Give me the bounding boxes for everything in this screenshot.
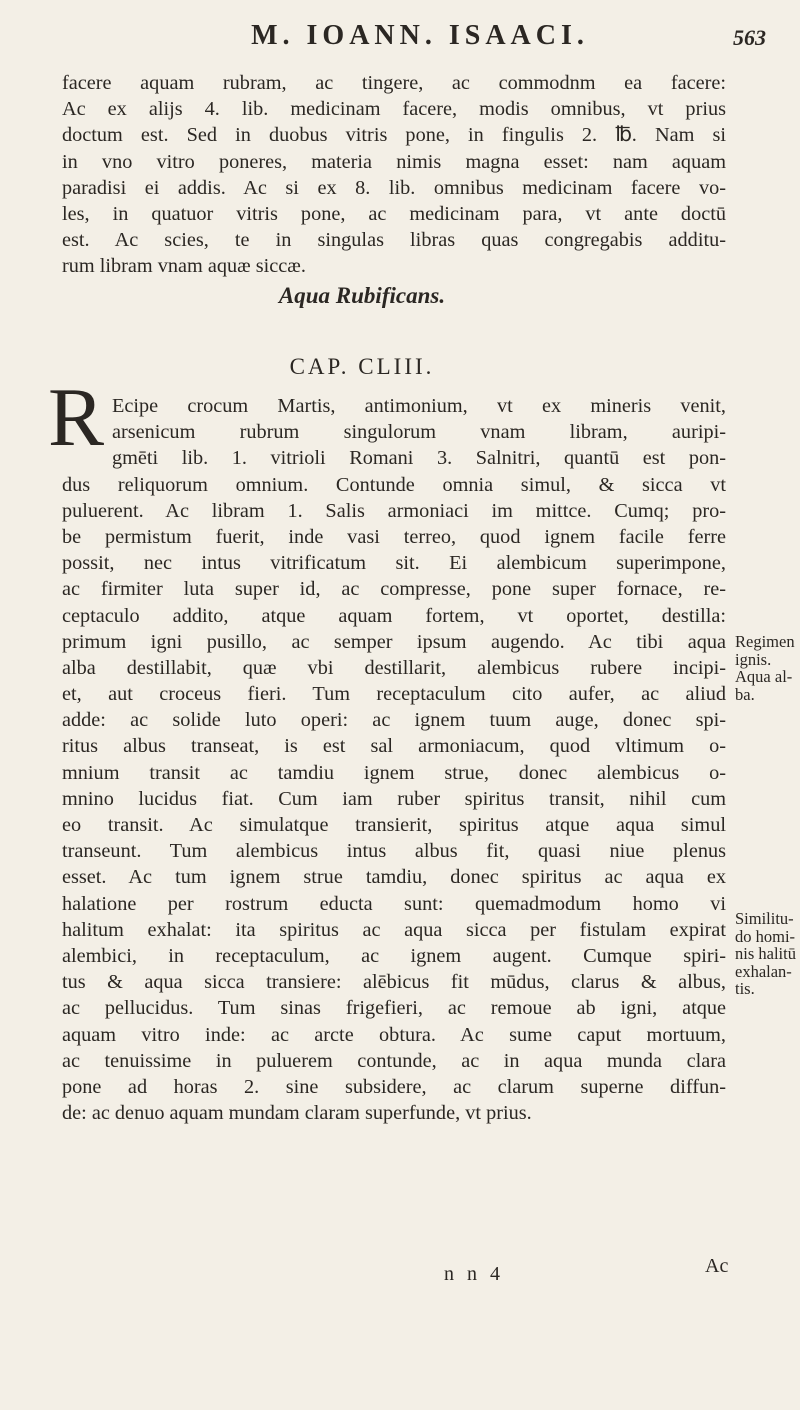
running-head: M. IOANN. ISAACI. [251, 20, 589, 51]
marginal-note-regimen [735, 633, 795, 703]
section-title: Aqua Rubificans. [278, 283, 446, 308]
text-line: ac firmiter luta super id, ac compresse, pone super fornace, re- [62, 578, 726, 601]
marginal-note-line: Similitu- [735, 909, 794, 928]
text-line: arsenicum rubrum singulorum vnam libram, auripi- [112, 421, 726, 444]
marginal-note-line: nis halitū [735, 944, 796, 963]
text-line: halatione per rostrum educta sunt: quemadmodum homo vi [62, 892, 726, 915]
text-line: eo transit. Ac simulatque transierit, spiritus atque aqua simul [62, 814, 726, 837]
top-paragraph [62, 70, 726, 280]
text-line: paradisi ei addis. Ac si ex 8. lib. omnibus medicinam facere vo- [62, 176, 726, 199]
text-line: tus & aqua sicca transiere: alēbicus fit mūdus, clarus & albus, [62, 971, 726, 994]
text-line: ritus albus transeat, is est sal armoniacum, quod vltimum o- [62, 735, 726, 758]
marginal-note-line: ignis. [735, 649, 772, 669]
text-line: et, aut croceus fieri. Tum receptaculum cito aufer, ac aliud [62, 683, 726, 706]
text-line: in vno vitro poneres, materia nimis magna esset: nam aquam [62, 150, 726, 173]
page-number: 563 [733, 25, 766, 50]
text-line: facere aquam rubram, ac tingere, ac commodnm ea facere: [62, 72, 726, 94]
drop-cap-initial: R [48, 371, 105, 464]
text-line: ceptaculo addito, atque aquam fortem, vt oportet, destilla: [62, 604, 726, 627]
text-line: pone ad horas 2. sine subsidere, ac clarum superne diffun- [62, 1075, 726, 1098]
marginal-note-line: Aqua al- [735, 667, 793, 686]
text-line: halitum exhalat: ita spiritus ac aqua sicca per fistulam expirat [62, 918, 726, 941]
text-line: esset. Ac tum ignem strue tamdiu, donec spiritus ac aqua ex [62, 866, 726, 889]
catchword: Ac [705, 1255, 729, 1277]
text-line: transeunt. Tum alembicus intus albus fit, quasi niue plenus [62, 840, 726, 863]
text-line: ac tenuissime in puluerem contunde, ac in aqua munda clara [62, 1049, 726, 1072]
text-line: rum libram vnam aquæ siccæ. [62, 255, 306, 278]
text-line: de: ac denuo aquam mundam claram superfunde, vt prius. [62, 1102, 532, 1125]
marginal-note-similitudo [735, 910, 796, 998]
text-line: alembici, in receptaculum, ac ignem augent. Cumque spiri- [62, 944, 726, 967]
chapter-heading: CAP. CLIII. [289, 354, 435, 379]
text-line: Ac ex alijs 4. lib. medicinam facere, modis omnibus, vt prius [62, 98, 726, 121]
marginal-note-line: do homi- [735, 926, 796, 946]
text-line: est. Ac scies, te in singulas libras quas congregabis additu- [62, 229, 726, 252]
marginal-note-line: tis. [735, 979, 755, 998]
text-line: aquam vitro inde: ac arcte obtura. Ac sume caput mortuum, [62, 1023, 726, 1046]
chapter-body [62, 472, 726, 1127]
text-line: alba destillabit, quæ vbi destillarit, alembicus rubere incipi- [62, 656, 726, 679]
text-line: les, in quatuor vitris pone, ac medicinam para, vt ante doctū [62, 202, 726, 225]
text-line: ac pellucidus. Tum sinas frigefieri, ac remoue ab igni, atque [62, 997, 726, 1020]
text-line: Ecipe crocum Martis, antimonium, vt ex mineris venit, [112, 395, 726, 417]
text-line: mnino lucidus fiat. Cum iam ruber spiritus transit, nihil cum [62, 787, 726, 810]
text-line: possit, nec intus vitrificatum sit. Ei alembicum superimpone, [62, 552, 726, 575]
chapter-opening-lines [112, 393, 726, 472]
text-line: doctum est. Sed in duobus vitris pone, in fingulis 2. ℔. Nam si [62, 124, 726, 147]
text-line: mnium transit ac tamdiu ignem strue, donec alembicus o- [62, 761, 726, 784]
text-line: gmēti lib. 1. vitrioli Romani 3. Salnitri, quantū est pon- [112, 447, 726, 470]
marginal-note-line: ba. [735, 684, 755, 704]
text-line: primum igni pusillo, ac semper ipsum augendo. Ac tibi aqua [62, 630, 726, 653]
marginal-note-line: exhalan- [735, 961, 792, 981]
text-line: puluerent. Ac libram 1. Salis armoniaci im mittce. Cumq; pro- [62, 499, 726, 522]
page-header [0, 20, 800, 60]
text-line: adde: ac solide luto operi: ac ignem tuum auge, donec spi- [62, 709, 726, 732]
signature-mark: n n 4 [444, 1263, 504, 1285]
text-line: dus reliquorum omnium. Contunde omnia simul, & sicca vt [62, 473, 726, 496]
marginal-note-line: Regimen [735, 632, 795, 651]
text-line: be permistum fuerit, inde vasi terreo, quod ignem facile ferre [62, 525, 726, 548]
page-footer [0, 1255, 800, 1293]
